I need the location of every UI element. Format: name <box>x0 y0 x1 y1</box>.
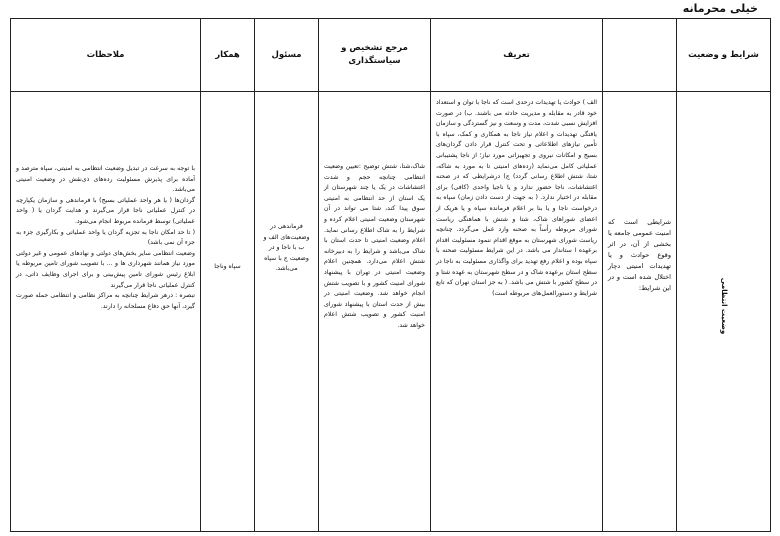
reference-cell <box>319 92 431 532</box>
policy-table <box>10 18 771 532</box>
header-reference: مرجع تشخیص و سیاستگذاری <box>319 19 431 92</box>
note-item: گردان‌ها ( یا هر واحد عملیاتی بسیج) با فرماندهی و سازمان یکپارچه در کنترل عملیاتی ناجا قرار می‌گیرند و هدایت گردان یا ( واحد عملیاتی) توسط فرمانده مربوط انجام می‌شود. <box>16 196 195 225</box>
state-cell <box>677 92 771 532</box>
note-item: وضعیت انتظامی سایر بخش‌های دولتی و نهادهای عمومی و غیر دولتی مورد نیاز همانند شهرداری ها و ... با تصویب شورای تامین مربوطه یا ابلاغ رئیس شورای تامین پیش‌بینی و برای اجرای وظایف ذاتی، در کنترل عملیاتی ناجا قرار می‌گیرند <box>16 249 195 289</box>
note-item: ( تا حد امکان ناجا به تجزیه گردان یا واحد عملیاتی و بکارگیری جزء به جزء آن نمی باشد) <box>16 228 195 247</box>
note-item: با توجه به سرعت در تبدیل وضعیت انتظامی به امنیتی، سپاه مترصد و آماده برای پذیرش مسئولیت رده‌های ذی‌نقش در وضعیت امنیتی می‌باشد. <box>16 165 195 194</box>
header-notes: ملاحظات <box>11 19 201 92</box>
partner-cell <box>201 92 255 532</box>
header-row <box>11 19 771 92</box>
header-condition-detail <box>603 19 677 92</box>
header-definition: تعریف <box>431 19 603 92</box>
header-partner: همکار <box>201 19 255 92</box>
reference-text: شاک،شتا، شتش توضیح :تعیین وضعیت انتظامی چنانچه حجم و شدت اغتشاشات در یک یا چند شهرستان از یک استان از حد انتظامی به امنیتی سوق پیدا کند، شتا می تواند در آن شهرستان وضعیت امنیتی اعلام کرده و شرایط را به شاک اطلاع رسانی نماید. اعلام وضعیت امنیتی تا حدت استان با شاک می‌باشد و شرایط را به دبیرخانه شتش اعلام می‌دارد. همچنین اعلام وضعیت امنیتی در تهران با پیشنهاد شورای امنیت کشور و با تصویب شتش انجام خواهد شد. وضعیت امنیتی در بیش از حدت استان با پیشنهاد شورای امنیت کشور و تصویب شتش اعلام خواهد شد. <box>324 163 425 329</box>
definition-text: الف ) حوادث یا تهدیدات درحدی است که ناجا با توان و استعداد خود قادر به مقابله و مدیریت حادثه می باشند. ب) در صورت افزایش نسبی شدت، مدت و وسعت و نیز گستردگی و سازمان یافتگی تهدیدات و اعلام نیاز ناجا به همکاری و کمک، سپاه با تأمین نیازهای اطلاعاتی و تحت کنترل قرار دادن گردان‌های بسیج و امکانات نیروی و تجهیزاتی مورد نیاز؛ از ناجا پشتیبانی عملیاتی کامل می‌نماید (رده‌های امنیتی تا به مورد به شاکه، شتا، شتش اطلاع رسانی گردد) ج) درشرایطی که در صحنه اغتشاشات، ناجا حضور ندارد و یا ناجیا واحدی (کافی) برای مقابله در اختیار ندارد. ( به جهت از دست دادن زمان) سپاه به درخواست ناجا و یا بنا بر اعلام فرمانده سپاه و یا هریک از اعضای شوراهای شاک، شتا و شتش با هماهنگی ریاست شورای مربوطه رأساً به صحنه وارد عمل می‌گردد. چنانچه ریاست شورای شهرستان به موقع اقدام ننمود مسئولیت اقدام برعهده ا ستاندار می باشد. در این شرایط مسئولیت صحنه با سپاه بوده و اعلام رفع تهدید برای واگذاری مسئولیت به ناجا در سطح استان برعهده شاک و در سطح شهرستان به عهده شتا و در سطح کشور با شتش می باشد. ( به جز استان تهران که تابع شرایط و دستورالعمل‌های مربوطه است) <box>436 99 597 297</box>
header-condition: شرایط و وضعیت <box>677 19 771 92</box>
header-responsible: مسئول <box>255 19 319 92</box>
state-label: وضعیت انتظامی <box>719 277 728 335</box>
definition-cell <box>431 92 603 532</box>
condition-cell <box>603 92 677 532</box>
condition-text: شرایطی است که امنیت عمومی جامعه یا بخشی از آن، در اثر وقوع حوادث و یا تهدیدات امنیتی دچار اختلال شده است و در این شرایط: <box>608 218 671 292</box>
note-item: تبصره : درهر شرایط چنانچه به مراکز نظامی و انتظامی حمله صورت گیرد، آنها حق دفاع مسلحانه را دارند. <box>16 292 195 310</box>
notes-cell <box>11 92 201 532</box>
table-row <box>11 92 771 532</box>
responsible-cell <box>255 92 319 532</box>
responsible-text: فرماندهی در وضعیت‌های الف و ب با ناجا و در وضعیت ج با سپاه می‌باشد. <box>263 223 310 273</box>
notes-list <box>11 92 200 316</box>
partner-text: سپاه وناجا <box>214 263 241 270</box>
classification-label: خیلی محرمانه <box>682 2 758 15</box>
